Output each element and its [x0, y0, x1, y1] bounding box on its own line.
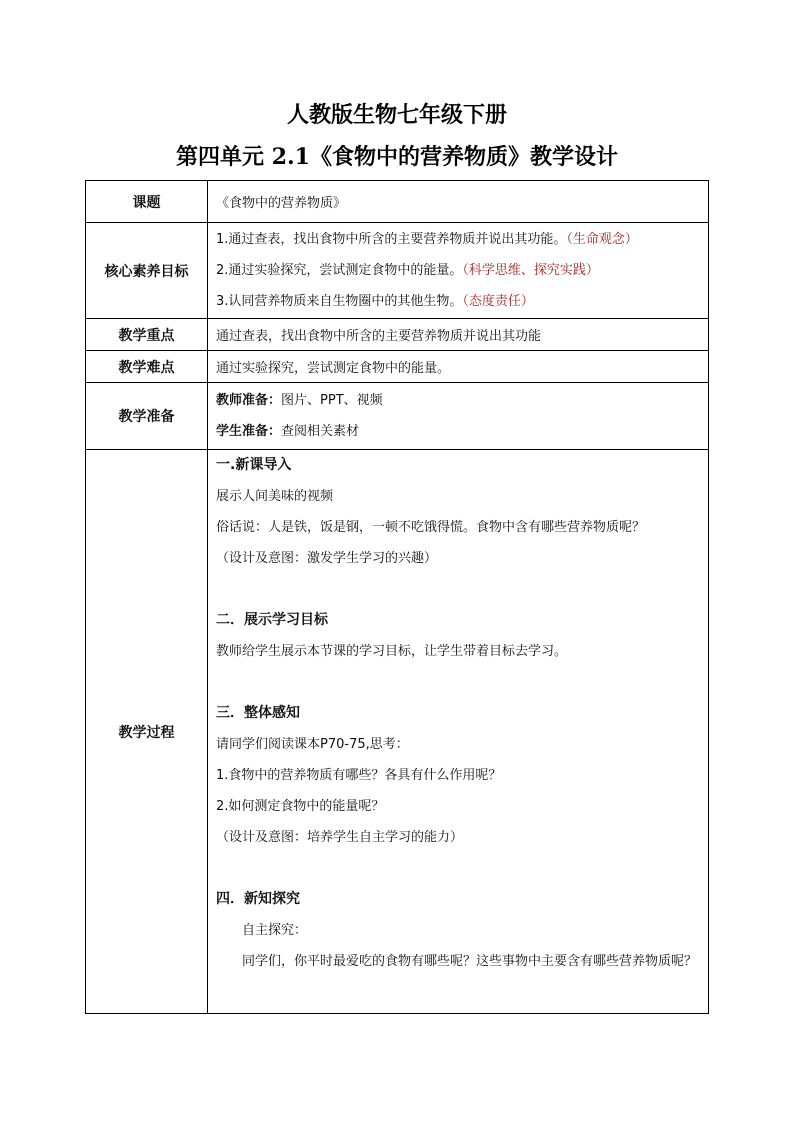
process-line: 请同学们阅读课本P70-75,思考：	[216, 737, 409, 752]
row-preparation	[86, 383, 709, 450]
goal-item: 1.通过查表，找出食物中所含的主要营养物质并说出其功能。（生命观念）	[216, 232, 638, 247]
student-prep-value: 查阅相关素材	[281, 424, 360, 439]
row-process	[86, 450, 709, 1014]
goal-item: 2.通过实验探究，尝试测定食物中的能量。（科学思维、探究实践）	[216, 263, 599, 278]
process-line: 1.食物中的营养物质有哪些？各具有什么作用呢？	[216, 768, 502, 783]
section-heading: 三．整体感知	[216, 705, 300, 721]
row-core-goals	[86, 223, 709, 319]
goal-item: 3.认同营养物质来自生物圈中的其他生物。（态度责任）	[216, 294, 534, 309]
document-title: 人教版生物七年级下册	[286, 102, 507, 128]
row-topic	[86, 181, 709, 223]
goal-tag: （科学思维、探究实践）	[462, 263, 599, 278]
goal-tag: （态度责任）	[462, 294, 534, 309]
topic-label: 课题	[86, 181, 208, 223]
row-key-point	[86, 319, 709, 351]
core-goals-label: 核心素养目标	[86, 223, 208, 319]
teacher-prep-value: 图片、PPT、视频	[281, 393, 383, 408]
section-heading: 二．展示学习目标	[216, 612, 328, 628]
process-line: 同学们，你平时最爱吃的食物有哪些呢？这些事物中主要含有哪些营养物质呢？	[242, 954, 698, 969]
section-heading: 四．新知探究	[216, 891, 300, 907]
process-line: 俗话说：人是铁，饭是钢，一顿不吃饿得慌。食物中含有哪些营养物质呢？	[216, 520, 646, 535]
process-line: 自主探究：	[242, 923, 308, 938]
design-note: （设计及意图：激发学生学习的兴趣）	[216, 551, 438, 566]
design-note: （设计及意图：培养学生自主学习的能力）	[216, 830, 464, 845]
student-prep-label: 学生准备：	[216, 424, 282, 439]
row-difficulty	[86, 351, 709, 383]
document-subtitle: 第四单元 2.1《食物中的营养物质》教学设计	[176, 144, 618, 170]
process-line: 展示人间美味的视频	[216, 489, 334, 504]
process-content	[208, 450, 709, 1014]
goal-tag: （生命观念）	[566, 232, 638, 247]
lesson-plan-table	[85, 180, 709, 1014]
process-line: 教师给学生展示本节课的学习目标，让学生带着目标去学习。	[216, 644, 568, 659]
preparation-label: 教学准备	[86, 383, 208, 450]
difficulty-label: 教学难点	[86, 351, 208, 383]
difficulty-value: 通过实验探究，尝试测定食物中的能量。	[208, 351, 709, 383]
process-line: 2.如何测定食物中的能量呢？	[216, 799, 385, 814]
topic-value: 《食物中的营养物质》	[208, 181, 709, 223]
process-label: 教学过程	[86, 450, 208, 1014]
teacher-prep-label: 教师准备：	[216, 393, 282, 408]
key-point-value: 通过查表，找出食物中所含的主要营养物质并说出其功能	[208, 319, 709, 351]
section-heading: 一.新课导入	[216, 457, 292, 473]
key-point-label: 教学重点	[86, 319, 208, 351]
preparation-value	[208, 383, 709, 450]
core-goals-list	[208, 223, 709, 319]
